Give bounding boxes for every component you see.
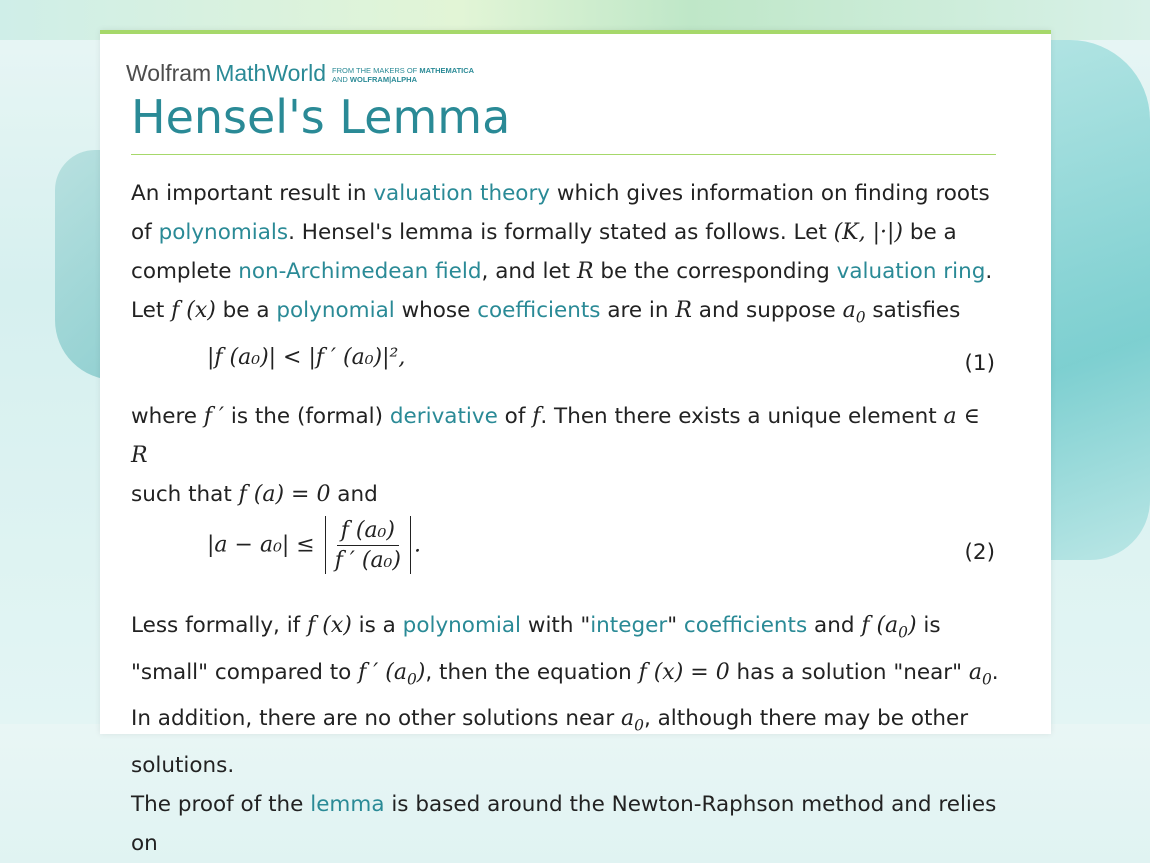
link-integer[interactable]: integer [590,613,668,639]
equation-2-number: (2) [964,540,995,566]
link-polynomials[interactable]: polynomials [158,220,289,245]
link-lemma[interactable]: lemma [310,791,385,817]
link-valuation-ring[interactable]: valuation ring [836,259,986,284]
link-coefficients[interactable]: coefficients [477,298,601,323]
math-f-a0: f $(a_0)$ [861,613,917,642]
math-K-norm: (K, |·|) [833,220,903,245]
math-R: R [675,298,692,323]
background-surface-right [1040,40,1150,560]
math-f-prime: f ′ [203,404,225,430]
equation-1-number: (1) [964,351,995,377]
math-a0: $a_0$ [621,706,644,735]
math-fp-a0: f ′ $(a_0)$ [358,659,426,689]
paragraph-1: An important result in valuation theory which gives information on finding roots of polynomials. Hensel's lemma is formally stated as follows. Let (K, |·|) be a complete non-Archimedean field, and let R be the corresponding valuation ring. Let f (x) be a polynomial whose coefficients are in R and suppose $a_0$ satisfies [131,181,993,327]
link-non-archimedean-field[interactable]: non-Archimedean field [238,259,482,284]
logo-wolfram: Wolfram [126,60,212,86]
link-valuation-theory[interactable]: valuation theory [373,181,551,206]
paragraph-2: where f ′ is the (formal) derivative of f. Then there exists a unique element a ∈ R such that f (a) = 0 and [131,404,980,508]
link-derivative[interactable]: derivative [389,404,498,430]
math-f-x: f (x) [307,613,352,639]
link-coefficients-2[interactable]: coefficients [683,613,808,639]
page-title: Hensel's Lemma [131,90,511,144]
equation-2-fraction: $\frac{\text{f (a₀)}}{\text{f ′ (a₀)}}$ [334,517,401,573]
logo-tagline: FROM THE MAKERS OF MATHEMATICA AND WOLFRAM|ALPHA [331,66,475,84]
link-polynomial[interactable]: polynomial [276,298,395,323]
math-R: R [576,259,594,284]
article-card [100,30,1051,856]
math-f: f [532,404,541,430]
article-body [131,174,1001,863]
math-a0: $a_0$ [842,298,866,327]
equation-1 [131,337,1001,397]
math-a0: $a_0$ [968,659,992,689]
logo-mathworld: MathWorld [215,60,326,86]
math-f-a-eq-0: f (a) = 0 [238,482,331,508]
equation-1-expression: |f (a₀)| < |f ′ (a₀)|², [207,345,406,371]
math-f-x-eq-0: f (x) = 0 [638,659,730,685]
site-logo[interactable] [126,60,474,87]
title-divider [131,154,996,155]
equation-2 [131,514,1001,606]
math-f-x: f (x) [171,298,216,323]
math-a-in-R: a ∈ R [131,404,980,469]
equation-2-expression: |a − a₀| ≤ $\frac{\text{f (a₀)}}{\text{f ′ (a₀)}}$ . [207,517,421,573]
paragraph-3: Less formally, if f (x) is a polynomial with "integer" coefficients and f $(a_0)$ is "small" compared to f ′ $(a_0)$, then the equation f (x) = 0 has a solution "near" $a_0$. In addition, there are no other solutions near $a_0$, although there may be other solutions. The proof of the lemma is based around the Newton-Raphson method and relies on [131,613,999,856]
link-polynomial-2[interactable]: polynomial [402,613,522,639]
